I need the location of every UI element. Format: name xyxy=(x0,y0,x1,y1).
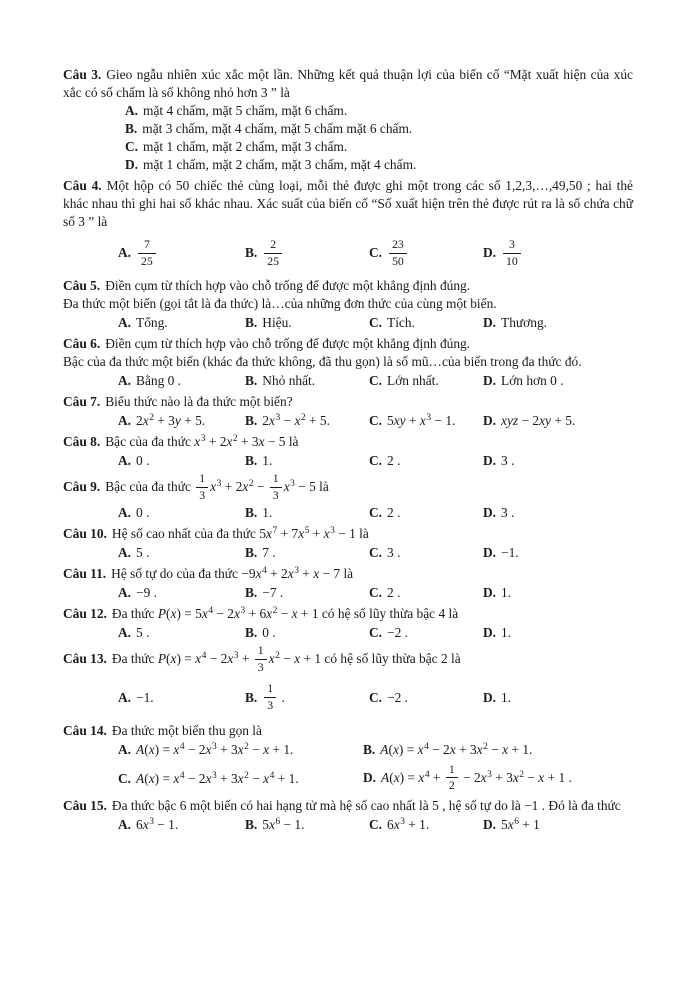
options-row xyxy=(118,504,633,522)
option-b xyxy=(245,683,369,713)
option-value: −1. xyxy=(136,690,154,706)
option-key: C. xyxy=(369,690,383,706)
options-row xyxy=(118,624,633,642)
option-value: 1. xyxy=(501,625,512,641)
option-key: D. xyxy=(483,690,497,706)
option-value: mặt 4 chấm, mặt 5 chấm, mặt 6 chấm. xyxy=(143,103,348,118)
question-number: Câu 14. xyxy=(63,722,107,738)
option-key: D. xyxy=(483,505,497,521)
option-key: D. xyxy=(483,625,497,641)
option-value: 1. xyxy=(501,690,512,706)
fraction: $\frac{2}{25}$ xyxy=(264,238,282,268)
question xyxy=(63,645,633,713)
option-key: A. xyxy=(118,413,132,429)
question-text: Gieo ngẫu nhiên xúc xắc một lần. Những kết quả thuận lợi của biến cố “Mặt xuất hiện của xúc xắc có số chấm là số không nhỏ hơn 3 ” là xyxy=(63,67,633,100)
option-value: −9 . xyxy=(136,585,157,601)
option-key: A. xyxy=(118,315,132,331)
option-value: $A(x) = x^4 - 2x + 3x^2 - x + 1$. xyxy=(380,741,533,757)
option-key: B. xyxy=(245,625,258,641)
option-a xyxy=(118,584,245,602)
question-stem xyxy=(63,722,633,740)
options-list xyxy=(118,102,633,174)
question-text: Biểu thức nào là đa thức một biến? xyxy=(105,394,293,410)
option-value: $5x^6 - 1$. xyxy=(262,816,305,832)
question-stem xyxy=(63,645,633,675)
option-value: 2 . xyxy=(387,505,401,521)
option-key: D. xyxy=(483,413,497,429)
option-key: A. xyxy=(118,741,132,757)
question-text: Đa thức bậc 6 một biến có hai hạng tử mà hệ số cao nhất là 5 , hệ số tự do là −1 . Đó là đa thức xyxy=(111,797,621,813)
fraction: $\frac{23}{50}$ xyxy=(389,238,407,268)
option-value: 3 . xyxy=(387,545,401,561)
option-b xyxy=(245,452,369,470)
options-row xyxy=(118,452,633,470)
option-a xyxy=(118,452,245,470)
option-key: A. xyxy=(118,816,132,832)
option-value: 0 . xyxy=(136,505,150,521)
option-value: 5 . xyxy=(136,545,150,561)
option-value: −1. xyxy=(501,545,519,561)
question-stem xyxy=(63,565,633,583)
option-key: A. xyxy=(118,245,132,261)
option-key: B. xyxy=(245,585,258,601)
option-d xyxy=(483,689,633,707)
question xyxy=(63,473,633,522)
option-key: A. xyxy=(118,690,132,706)
question xyxy=(63,722,633,794)
option-c xyxy=(118,770,363,788)
options-row xyxy=(118,412,633,430)
option-value xyxy=(136,237,158,268)
option-a xyxy=(118,412,245,430)
option-key: D. xyxy=(483,245,497,261)
question-stem xyxy=(63,66,633,102)
option-key: D. xyxy=(483,315,497,331)
option-a xyxy=(118,314,245,332)
question-number: Câu 10. xyxy=(63,526,107,542)
option-value: xyz − 2xy + 5. xyxy=(501,413,576,429)
question xyxy=(63,335,633,390)
option-a xyxy=(118,689,245,707)
option-key: C. xyxy=(369,373,383,389)
option-b xyxy=(245,544,369,562)
question-number: Câu 11. xyxy=(63,566,107,582)
option-value: 1. xyxy=(501,585,512,601)
fraction: $\frac{1}{2}$ xyxy=(446,763,458,793)
options-row xyxy=(118,544,633,562)
option-c xyxy=(369,314,483,332)
option-value xyxy=(387,237,409,268)
option-value: Thương. xyxy=(501,315,547,331)
option-c xyxy=(369,689,483,707)
option-b xyxy=(125,120,633,138)
option-key: B. xyxy=(245,413,258,429)
question-text: Một hộp có 50 chiếc thẻ cùng loại, mỗi thẻ được ghi một trong các số 1,2,3,…,49,50 ; hai thẻ khác nhau thì ghi hai số khác nhau. Xác suất của biến cố “Số xuất hiện trên thẻ được rút ra là số chứa chữ số 3 ” là xyxy=(63,178,633,229)
option-key: A. xyxy=(118,373,132,389)
option-key: A. xyxy=(118,505,132,521)
option-key: C. xyxy=(369,315,383,331)
question-text: Bậc của đa thức $\frac{1}{3}$ $x^3 + 2x^2$ − $\frac{1}{3}$ $x^3 - 5$ là xyxy=(105,471,329,502)
options-row xyxy=(118,372,633,390)
options-row xyxy=(118,584,633,602)
option-key: D. xyxy=(483,453,497,469)
option-c xyxy=(369,504,483,522)
option-key: D. xyxy=(483,373,497,389)
option-c xyxy=(369,544,483,562)
option-key: B. xyxy=(245,453,258,469)
question-number: Câu 7. xyxy=(63,394,101,410)
option-value: $2x^2 + 3y + 5$. xyxy=(136,413,206,429)
question-text: Hệ số cao nhất của đa thức $5x^7 + 7x^5 + x^3 - 1$ là xyxy=(111,526,369,542)
option-key: C. xyxy=(369,453,383,469)
option-key: C. xyxy=(369,585,383,601)
option-key: B. xyxy=(245,545,258,561)
option-c xyxy=(369,412,483,430)
option-a xyxy=(125,102,633,120)
question-stem xyxy=(63,473,633,503)
question-number: Câu 15. xyxy=(63,797,107,813)
fraction: $\frac{1}{3}$ xyxy=(196,472,208,502)
option-c xyxy=(369,452,483,470)
question xyxy=(63,605,633,642)
option-key: A. xyxy=(118,545,132,561)
option-value: 3 . xyxy=(501,453,515,469)
option-key: B. xyxy=(245,816,258,832)
option-a xyxy=(118,544,245,562)
question-text: Đa thức $P(x) = 5x^4 - 2x^3 + 6x^2 - x + 1$ có hệ số lũy thừa bậc 4 là xyxy=(111,606,459,622)
option-key: B. xyxy=(245,373,258,389)
option-value: Tích. xyxy=(387,315,415,331)
option-value: mặt 1 chấm, mặt 2 chấm, mặt 3 chấm, mặt 4 chấm. xyxy=(143,157,417,172)
option-d xyxy=(483,239,633,269)
option-c xyxy=(369,584,483,602)
option-key: D. xyxy=(363,769,377,785)
question-text: Bậc của đa thức một biến (khác đa thức không, đã thu gọn) là số mũ…của biến trong đa thức đó. xyxy=(63,354,582,370)
option-key: B. xyxy=(363,741,376,757)
option-c xyxy=(125,138,633,156)
option-d xyxy=(483,816,633,834)
options-row xyxy=(118,683,633,713)
question-stem xyxy=(63,433,633,451)
option-d xyxy=(483,412,633,430)
option-b xyxy=(245,584,369,602)
option-key: C. xyxy=(369,505,383,521)
option-key: B. xyxy=(245,505,258,521)
option-key: D. xyxy=(483,585,497,601)
option-b xyxy=(245,372,369,390)
question-stem xyxy=(63,393,633,411)
option-d xyxy=(483,504,633,522)
question-number: Câu 4. xyxy=(63,178,102,193)
option-a xyxy=(118,816,245,834)
question-text: Bậc của đa thức $x^3 + 2x^2 + 3x - 5$ là xyxy=(105,434,299,450)
option-d xyxy=(483,372,633,390)
option-c xyxy=(369,239,483,269)
option-value xyxy=(501,237,523,268)
options-row xyxy=(118,816,633,834)
question-stem xyxy=(63,797,633,815)
option-b xyxy=(245,412,369,430)
option-b xyxy=(245,314,369,332)
option-value: Tổng. xyxy=(136,315,168,331)
fraction: $\frac{1}{3}$ xyxy=(270,472,282,502)
option-key: C. xyxy=(369,625,383,641)
fraction: $\frac{1}{3}$ xyxy=(255,644,267,674)
option-value: 1. xyxy=(262,453,273,469)
option-value: 3 . xyxy=(501,505,515,521)
fraction: $\frac{7}{25}$ xyxy=(138,238,156,268)
option-key: C. xyxy=(369,816,383,832)
option-value: $6x^3 - 1$. xyxy=(136,816,179,832)
option-key: C. xyxy=(369,413,383,429)
option-d xyxy=(483,314,633,332)
option-d xyxy=(483,624,633,642)
option-key: C. xyxy=(369,245,383,261)
option-value: 1. xyxy=(262,505,273,521)
question xyxy=(63,66,633,174)
option-value: Lớn nhất. xyxy=(387,373,439,389)
option-key: A. xyxy=(125,103,139,118)
option-key: A. xyxy=(118,625,132,641)
option-a xyxy=(118,372,245,390)
option-value: 2 . xyxy=(387,453,401,469)
option-key: D. xyxy=(483,816,497,832)
option-value: Nhỏ nhất. xyxy=(262,373,316,389)
option-key: C. xyxy=(125,139,139,154)
option-value: 0 . xyxy=(262,625,276,641)
options-row xyxy=(118,239,633,269)
question xyxy=(63,277,633,332)
question xyxy=(63,565,633,602)
option-key: B. xyxy=(245,315,258,331)
option-value: mặt 3 chấm, mặt 4 chấm, mặt 5 chấm mặt 6 chấm. xyxy=(142,121,413,136)
option-value: $6x^3 + 1$. xyxy=(387,816,430,832)
question xyxy=(63,525,633,562)
option-b xyxy=(245,504,369,522)
option-key: A. xyxy=(118,585,132,601)
question-number: Câu 6. xyxy=(63,336,101,352)
question xyxy=(63,177,633,269)
option-c xyxy=(369,816,483,834)
question-text: Đa thức $P(x) = x^4 - 2x^3$ + $\frac{1}{3}$ $x^2 - x + 1$ có hệ số lũy thừa bậc 2 là xyxy=(111,643,461,674)
option-value: mặt 1 chấm, mặt 2 chấm, mặt 3 chấm. xyxy=(143,139,348,154)
option-value: −7 . xyxy=(262,585,284,601)
option-key: C. xyxy=(118,770,132,786)
option-value: Lớn hơn 0 . xyxy=(501,373,564,389)
question xyxy=(63,433,633,470)
option-b xyxy=(245,239,369,269)
option-value: $5x^6 + 1$ xyxy=(501,816,540,832)
option-value: $A(x) = x^4$ + $\frac{1}{2}$ − $2x^3 + 3x^2 - x + 1$ . xyxy=(381,761,572,793)
question-stem xyxy=(63,177,633,231)
question xyxy=(63,393,633,430)
option-key: D. xyxy=(125,157,139,172)
question-stem xyxy=(63,277,633,295)
option-a xyxy=(118,741,363,759)
option-value: −2 . xyxy=(387,690,408,706)
option-value: Hiệu. xyxy=(262,315,292,331)
question-stem xyxy=(63,605,633,623)
question-stem xyxy=(63,525,633,543)
option-key: B. xyxy=(125,121,138,136)
question-text: Điền cụm từ thích hợp vào chỗ trống để được một khẳng định đúng. xyxy=(105,336,471,352)
option-value: $A(x) = x^4 - 2x^3 + 3x^2 - x^4 + 1$. xyxy=(136,770,299,786)
question-text: Đa thức một biến (gọi tắt là đa thức) là…của những đơn thức của cùng một biến. xyxy=(63,296,497,312)
option-d xyxy=(125,156,633,174)
fraction: $\frac{3}{10}$ xyxy=(503,238,521,268)
option-d xyxy=(483,452,633,470)
question-number: Câu 12. xyxy=(63,606,107,622)
option-value: $2x^3 - x^2 + 5$. xyxy=(262,413,330,429)
question-text: Hệ số tự do của đa thức $-9x^4 + 2x^3 + x - 7$ là xyxy=(111,566,354,582)
question-number: Câu 9. xyxy=(63,479,101,495)
question-number: Câu 3. xyxy=(63,67,102,82)
question xyxy=(63,797,633,834)
option-b xyxy=(245,624,369,642)
question-text: Điền cụm từ thích hợp vào chỗ trống để được một khẳng định đúng. xyxy=(105,278,471,294)
option-value: 2 . xyxy=(387,585,401,601)
question-number: Câu 5. xyxy=(63,278,101,294)
option-key: A. xyxy=(118,453,132,469)
option-value: $\frac{1}{3}$ . xyxy=(262,690,285,705)
option-a xyxy=(118,624,245,642)
options-grid xyxy=(118,741,633,794)
option-c xyxy=(369,372,483,390)
option-d xyxy=(363,761,633,794)
option-a xyxy=(118,504,245,522)
option-value: 5 . xyxy=(136,625,150,641)
option-value: −2 . xyxy=(387,625,408,641)
option-key: B. xyxy=(245,689,258,705)
option-d xyxy=(483,544,633,562)
option-c xyxy=(369,624,483,642)
fraction: $\frac{1}{3}$ xyxy=(264,682,276,712)
option-value: 0 . xyxy=(136,453,150,469)
options-row xyxy=(118,314,633,332)
option-a xyxy=(118,239,245,269)
question-stem xyxy=(63,335,633,353)
option-b xyxy=(245,816,369,834)
option-d xyxy=(483,584,633,602)
question-text: Đa thức một biến thu gọn là xyxy=(111,722,262,738)
option-b xyxy=(363,741,633,759)
option-value: $5xy + x^3 - 1$. xyxy=(387,413,456,429)
option-key: C. xyxy=(369,545,383,561)
option-value: $A(x) = x^4 - 2x^3 + 3x^2 - x + 1$. xyxy=(136,741,294,757)
question-number: Câu 13. xyxy=(63,651,107,667)
question-number: Câu 8. xyxy=(63,434,101,450)
option-value: Bằng 0 . xyxy=(136,373,182,389)
option-value xyxy=(262,237,284,268)
option-key: D. xyxy=(483,545,497,561)
option-value: 7 . xyxy=(262,545,276,561)
option-key: B. xyxy=(245,245,258,261)
